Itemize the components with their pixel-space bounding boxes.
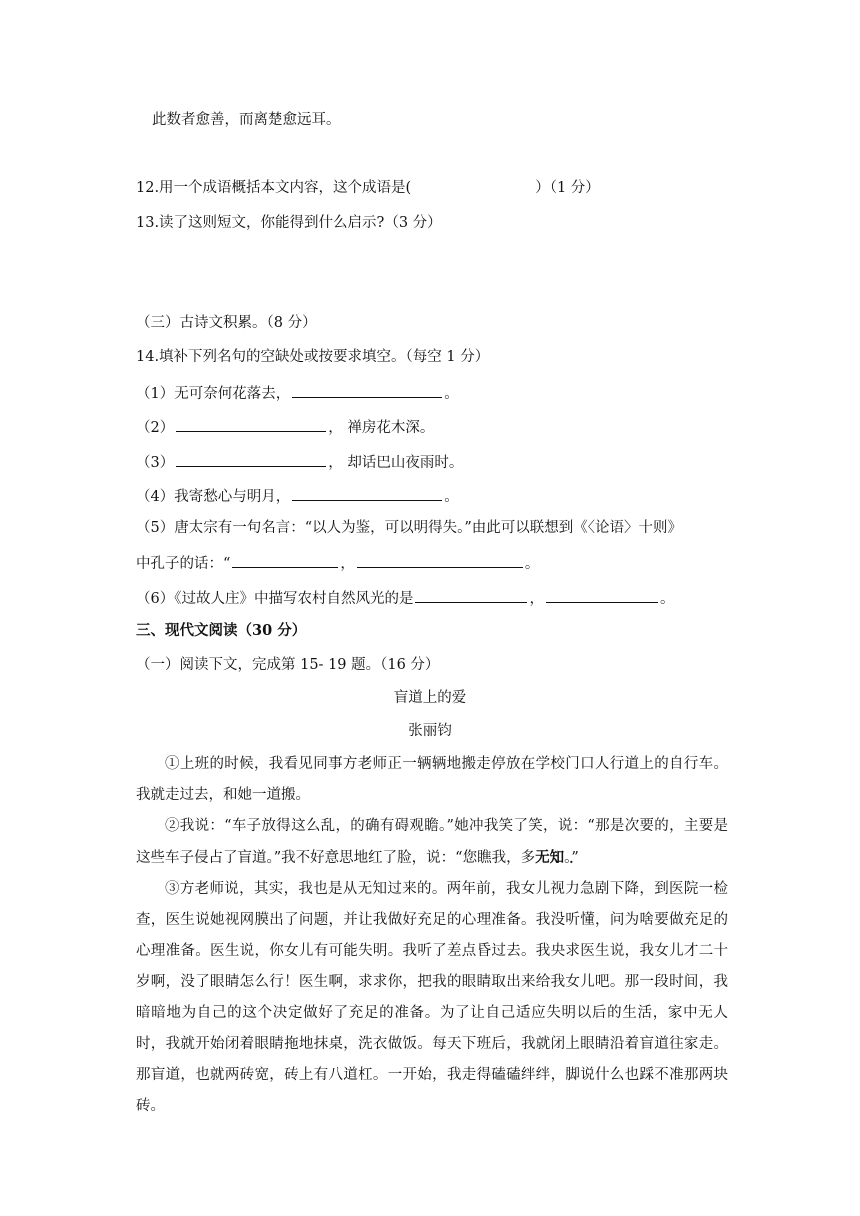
article-title: 盲道上的爱 — [393, 690, 467, 706]
article-author: 张丽钧 — [408, 723, 452, 739]
fill-item-4-suffix: 。 — [444, 489, 459, 505]
article-body — [136, 749, 728, 1122]
fill-item-4-prefix: （4）我寄愁心与明月， — [136, 489, 291, 505]
fill-item-3-suffix: ， 却话巴山夜雨时。 — [328, 455, 464, 471]
fill-item-6-end: 。 — [659, 591, 675, 607]
paragraph-1: ①上班的时候，我看见同事方老师正一辆辆地搬走停放在学校门口人行道上的自行车。我就走过去，和她一道搬。 — [136, 756, 728, 803]
fill-blank-1[interactable] — [292, 382, 442, 398]
fill-item-5-line2 — [136, 552, 539, 574]
paragraph-2 — [136, 811, 728, 874]
fill-item-2-suffix: ， 禅房花木深。 — [328, 420, 435, 436]
reading-1-instruction: （一）阅读下文，完成第 15- 19 题。（16 分） — [136, 657, 440, 673]
fill-item-2 — [136, 416, 434, 438]
text-line-top: 此数者愈善，而离楚愈远耳。 — [152, 112, 341, 128]
section-3-heading: 三、现代文阅读（30 分） — [136, 622, 307, 639]
fill-item-5-line1: （5）唐太宗有一句名言：“以人为鉴，可以明得失。”由此可以联想到《〈论语〉十则》 — [136, 520, 683, 536]
fill-item-1-suffix: 。 — [444, 386, 459, 402]
paragraph-3: ③方老师说，其实，我也是从无知过来的。两年前，我女儿视力急剧下降，到医院一检查，医生说她视网膜出了问题，并让我做好充足的心理准备。我没听懂，问为啥要做充足的心理准备。医生说，你女儿有可能失明。我听了差点昏过去。我央求医生说，我女儿才二十岁啊，没了眼睛怎么行！医生啊，求求你，把我的眼睛取出来给我女儿吧。那一段时间，我暗暗地为自己的这个决定做好了充足的准备。为了让自己适应失明以后的生活，家中无人时，我就开始闭着眼睛拖地抹桌，洗衣做饭。每天下班后，我就闭上眼睛沿着盲道往家走。那盲道，也就两砖宽，砖上有八道杠。一开始，我走得磕磕绊绊，脚说什么也踩不准那两块砖。 — [136, 881, 728, 1114]
fill-blank-6b[interactable] — [546, 587, 658, 603]
fill-item-4 — [136, 485, 459, 507]
fill-blank-3[interactable] — [176, 451, 326, 467]
paragraph-2-text: ②我说：“车子放得这么乱，的确有碍观瞻。”她冲我笑了笑，说：“那是次要的，主要是这些车子侵占了盲道。”我不好意思地红了脸，说：“您瞧我，多 — [136, 818, 728, 866]
fill-blank-4[interactable] — [292, 485, 442, 501]
fill-blank-5a[interactable] — [232, 552, 338, 568]
fill-item-6 — [136, 587, 674, 609]
fill-blank-2[interactable] — [176, 416, 326, 432]
emphasis-char-2: 知 . — [550, 849, 565, 866]
question-12-score: ）（1 分） — [535, 180, 600, 196]
fill-item-5-prefix: 中孔子的话：“ — [136, 556, 231, 572]
paragraph-2-end: 。” — [564, 850, 579, 866]
fill-item-6-prefix: （6）《过故人庄》中描写农村自然风光的是 — [136, 591, 414, 607]
fill-item-2-prefix: （2） — [136, 420, 175, 436]
question-13: 13.读了这则短文，你能得到什么启示?（3 分） — [136, 215, 442, 231]
section-3-subheading: （三）古诗文积累。（8 分） — [136, 315, 317, 331]
fill-item-3-prefix: （3） — [136, 455, 175, 471]
fill-item-5-end: 。 — [524, 556, 540, 572]
fill-item-1-prefix: （1）无可奈何花落去， — [136, 386, 291, 402]
fill-item-5-comma: ， — [340, 556, 355, 572]
question-12-text: 12.用一个成语概括本文内容，这个成语是( — [136, 180, 412, 196]
question-14: 14.填补下列名句的空缺处或按要求填空。（每空 1 分） — [136, 349, 490, 365]
fill-item-1 — [136, 382, 459, 404]
emphasis-char-1: 无 . — [535, 849, 550, 866]
fill-item-3 — [136, 451, 463, 473]
fill-blank-6a[interactable] — [415, 587, 527, 603]
fill-blank-5b[interactable] — [357, 552, 523, 568]
question-12 — [136, 178, 600, 198]
fill-item-6-comma: ， — [529, 591, 544, 607]
